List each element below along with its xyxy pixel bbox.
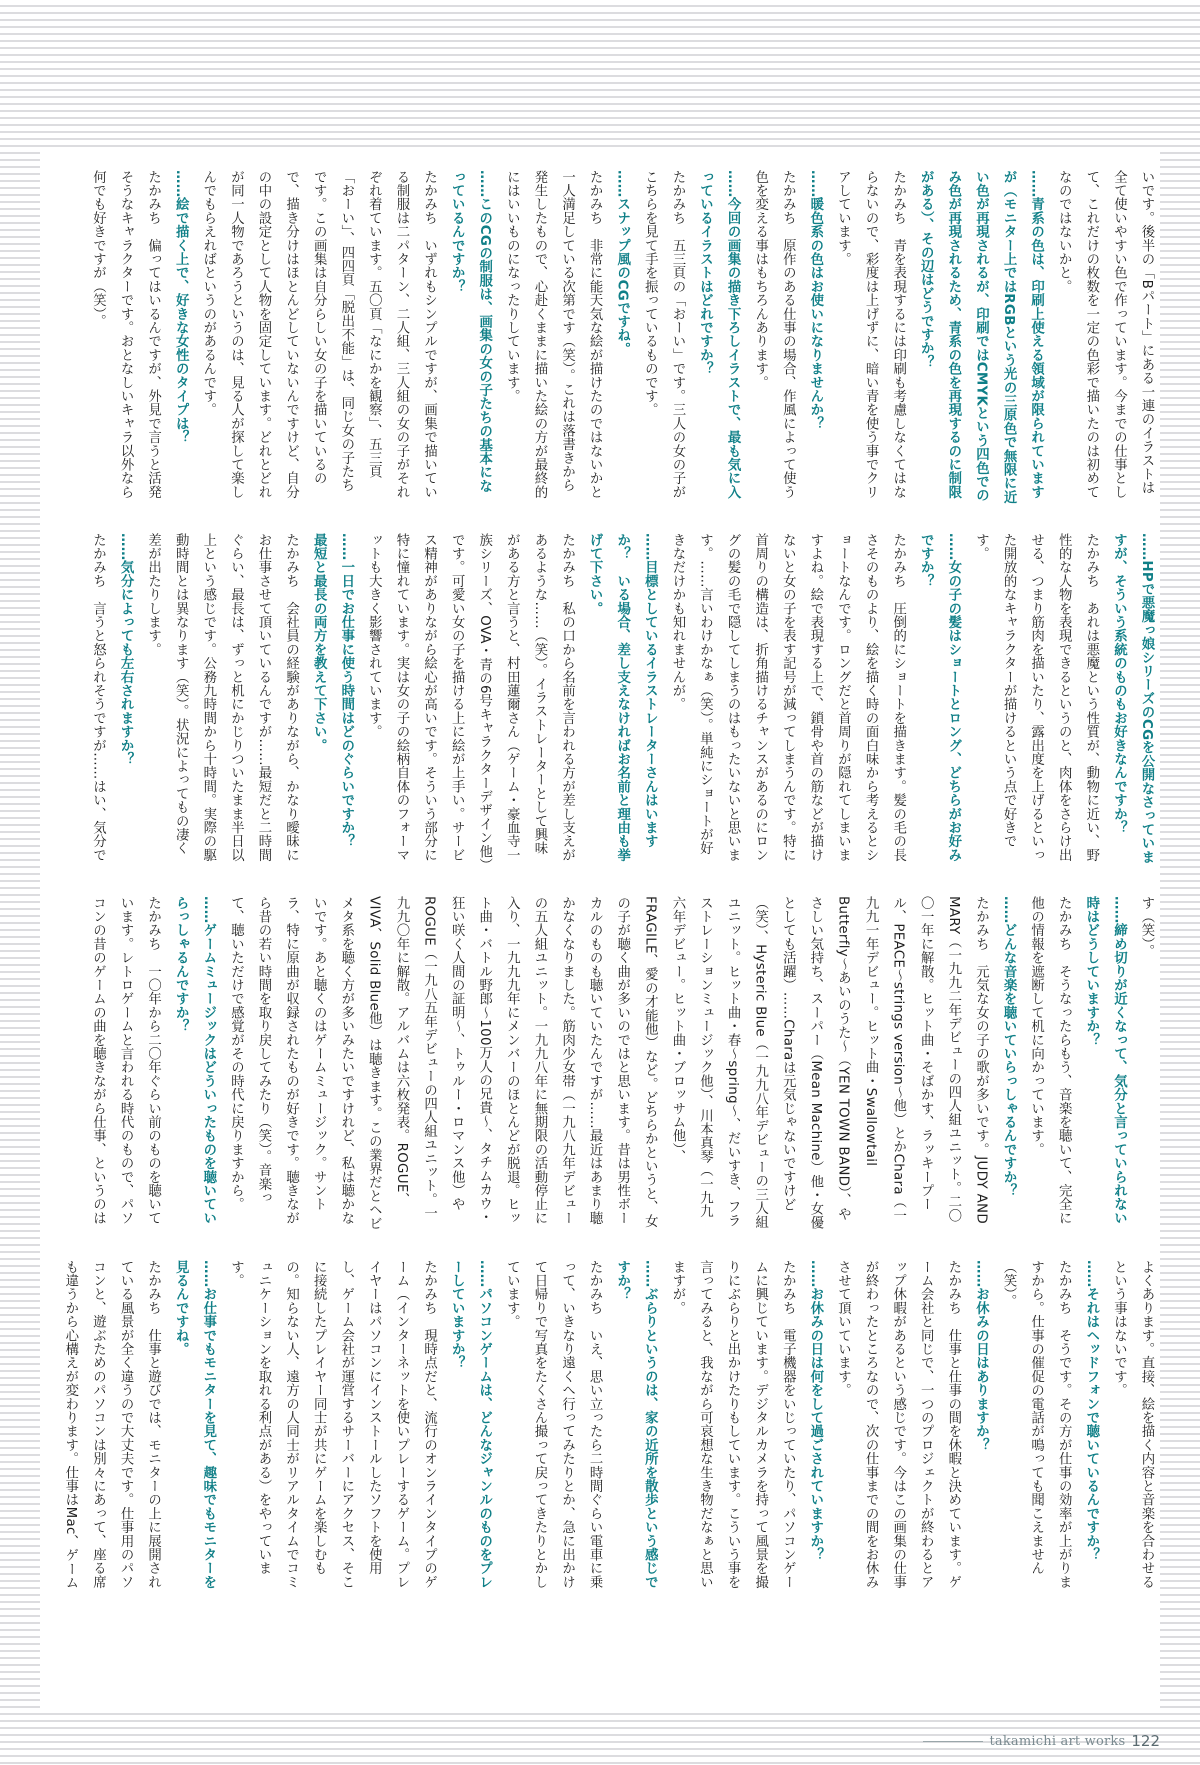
- footer-brand: takamichi art works: [989, 1733, 1126, 1749]
- interview-answer: たかみち 会社員の経験がありながら、かなり曖昧にお仕事させて頂いているんですが……最短だと二時間ぐらい、最長は、ずっと机にかじりついたまま半日以上という感じです。公務九時間から十時間。実際の駆動時間とは異なります（笑）。状況によってもの凄く差が出たりします。: [145, 533, 299, 862]
- magazine-page: [40, 150, 1160, 1708]
- interview-answer: いです。後半の「Bパート」にある一連のイラストは全て使いやすい色で作っています。今までの仕事として、これだけの枚数を一定の色彩で描いたのは初めてなのではないかと。: [1056, 170, 1154, 499]
- interview-answer: よくあります。直接、絵を描く内容と音楽を合わせるという事はないです。: [1111, 1260, 1154, 1589]
- interview-answer: たかみち あれは悪魔という性質が、動物に近い、野性的な人物を表現できるというのと、肉体をさらけ出せる、つまり筋肉を描いたり、露出度を上げるといった開放的なキャラクターが描けるという点で好きです。: [973, 533, 1099, 862]
- interview-question: ……ゲームミュージックはどういったものを聴いていらっしゃるんですか？: [173, 896, 216, 1225]
- interview-question: ……暖色系の色はお使いになりませんか？: [807, 170, 823, 431]
- interview-answer: たかみち 青を表現するには印刷も考慮しなくてはならないので、彩度は上げずに、暗い青を使う事でクリアしています。: [835, 170, 906, 499]
- interview-question: ……絵で描く上で、好きな女性のタイプは？: [173, 170, 189, 444]
- interview-answer: たかみち 五三頁の「おーい」です。三人の女の子がこちらを見て手を振っているものです。: [642, 170, 685, 499]
- interview-question: ……ぶらりというのは、家の近所を散歩という感じですか？: [614, 1260, 658, 1589]
- interview-question: ……このCGの制服は、画集の女の子たちの基本になっているんですか？: [449, 170, 492, 493]
- interview-answer: たかみち 偏ってはいるんですが、外見で言うと活発そうなキャラクターです。おとなしいキャラ以外なら何でも好きですが（笑）。: [90, 170, 161, 499]
- interview-question: ……一日でお仕事に使う時間はどのぐらいですか？ 最短と最長の両方を教えて下さい。: [311, 533, 354, 862]
- interview-question: ……お休みの日は何をして過ごされていますか？: [807, 1260, 823, 1562]
- interview-question: ……目標としているイラストレーターさんはいますか？ いる場合、差し支えなければお名前と理由も挙げて下さい。: [587, 533, 658, 862]
- interview-question: ……女の子の髪はショートとロング、どちらがお好みですか？: [918, 533, 961, 862]
- interview-answer: たかみち 圧倒的にショートを描きます。髪の毛の長さそのものより、絵を描く時の面白味から考えるとショートなんです。ロングだと首周りが隠れてしまいますよね。絵で表現する上で、鎖骨や首の筋などが描けないと女の子を表す記号が減ってしまうんです。特に首周りの構造は、折角描けるチャンスがあるのにロングの髪の毛で隠してしまうのはもったいないと思います。……言いわけかなぁ（笑）。単純にショートが好きなだけかも知れませんが。: [669, 533, 906, 862]
- interview-question: ……お仕事でもモニターを見て、趣味でもモニターを見るんですね。: [173, 1260, 216, 1589]
- interview-answer: たかみち 私の口から名前を言われる方が差し支えがあるような……（笑）。イラストレーターとして興味がある方と言うと、村田蓮爾さん（ゲーム・豪血寺一族シリーズ、OVA・青の6号キャラクターデザイン他）です。可愛い女の子を描ける上に絵が上手い。サービス精神がありながら絵心が高いです。そういう部分に特に憧れています。実は女の子の絵柄自体のフォーマットも大きく影響されています。: [366, 533, 575, 866]
- text-tier-3: [40, 896, 1160, 1231]
- page-footer: [923, 1732, 1160, 1750]
- interview-answer: たかみち 一〇年から二〇年ぐらい前のものを聴いています。レトロゲームと言われる時代のもので、パソコンの昔のゲームの曲を聴きながら仕事、というのは: [90, 896, 161, 1225]
- text-tier-2: [40, 533, 1160, 868]
- interview-question: ……HPで悪魔っ娘シリーズのCGを公開なさっていますが、そういう系統のものもお好きなんですか？: [1111, 533, 1154, 864]
- interview-answer: たかみち 現時点だと、流行のオンラインタイプのゲーム（インターネットを使いプレーするゲーム。プレイヤーはパソコンにインストールしたソフトを使用し、ゲーム会社が運営するサーバーにアクセス、そこに接続したプレイヤー同士が共にゲームを楽しむもの。知らない人、遠方の人同士がリアルタイムでコミュニケーションを取れる利点がある）をやっています。: [228, 1260, 437, 1589]
- text-tier-1: [40, 170, 1160, 505]
- interview-question: ……パソコンゲームは、どんなジャンルのものをプレーしていますか？: [449, 1260, 492, 1589]
- interview-answer: たかみち 原作のある仕事の場合、作風によって使う色を変える事はもちろんあります。: [752, 170, 796, 499]
- interview-answer: たかみち 非常に能天気な絵が描けたのではないかと一人満足している次第です（笑）。これは落書きから発生したもので、心赴くままに描いた絵の方が最終的にはいいものになったりしています。: [504, 170, 603, 499]
- interview-answer: たかみち 仕事と遊びでは、モニターの上に展開されている風景が全く違うので大丈夫です。仕事用のパソコンと、遊ぶためのパソコンは別々にあって、座る席も違うから心構えが変わります。仕事はMac、ゲーム: [62, 1260, 161, 1590]
- footer-rule: [923, 1741, 983, 1742]
- interview-answer: たかみち そうなったらもう、音楽を聴いて、完全に他の情報を遮断して机に向かっています。: [1028, 896, 1072, 1225]
- interview-question: ……それはヘッドフォンで聴いているんですか？: [1083, 1260, 1099, 1562]
- interview-question: ……締め切りが近くなって、気分と言っていられない時はどうしていますか？: [1083, 896, 1127, 1225]
- interview-question: ……お休みの日はありますか？: [973, 1260, 989, 1452]
- interview-question: ……今回の画集の描き下ろしイラストで、最も気に入っているイラストはどれですか？: [697, 170, 741, 499]
- interview-answer: たかみち いえ、思い立ったら二時間ぐらい電車に乗って、いきなり遠くへ行ってみたりとか、急に出かけて日帰りで写真をたくさん撮って戻ってきたりとかしています。: [504, 1260, 603, 1589]
- interview-question: ……気分によっても左右されますか？: [118, 533, 134, 766]
- interview-answer: たかみち 言うと怒られそうですが……はい、気分で: [90, 533, 106, 862]
- interview-answer: たかみち いずれもシンプルですが、画集で描いている制服は二パターン、二人組、三人組の女の子がそれぞれ着ています。五〇頁「なにかを観察」、五三頁「おーい」、四四頁「脱出不能」は、同じ女の子たちです。この画集は自分らしい女の子を描いているので、描き分けはほとんどしていないんですけど、自分の中の設定として人物を固定しています。どれとどれが同一人物であろうというのは、見る人が探して楽しんでもらえればというのがあるんです。: [200, 170, 437, 499]
- interview-question: ……どんな音楽を聴いていらっしゃるんですか？: [1001, 896, 1017, 1198]
- interview-answer: たかみち そうです。その方が仕事の効率が上がりますから。仕事の催促の電話が鳴っても聞こえません（笑）。: [1001, 1260, 1072, 1589]
- interview-answer: す（笑）。: [1139, 896, 1154, 958]
- interview-answer: たかみち 電子機器をいじっていたり、パソコンゲームに興じています。デジタルカメラを持って風景を撮りにぶらりと出かけたりもしています。こういう事を言ってみると、我ながら可哀想な生き物だなぁと思いますが。: [669, 1260, 796, 1589]
- interview-question: ……スナップ風のCGですね。: [614, 170, 630, 356]
- interview-question: ……青系の色は、印刷上使える領域が限られていますが（モニター上ではRGBという光の三原色で無限に近い色が再現されるが、印刷ではCMYKという四色でのみ色が再現されるため、青系の色を再現するのに制限がある）、その辺はどうですか？: [918, 170, 1044, 504]
- interview-answer: たかみち 元気な女の子の歌が多いです。JUDY AND MARY（一九九二年デビューの四人組ユニット。二〇〇一年に解散。ヒット曲・そばかす、ラッキープール、PEACE〜strings version〜他）とかChara（一九九一年デビュー。ヒット曲・Swallowtail Butterfly〜あいのうた〜（YEN TOWN BAND）、やさしい気持ち、スーパー（Mean Machine）他・女優としても活躍）……Charaは元気じゃないですけど（笑）、Hysteric Blue（一九九八年デビューの三人組ユニット。ヒット曲・春〜spring〜、だいすき、フラストレーションミュージック他）、川本真琴（一九九六年デビュー。ヒット曲・ブロッサム他）、FRAGILE、愛の才能他）など。どちらかというと、女の子が聴く曲が多いのではと思います。昔は男性ボーカルのものも聴いていたんですが……最近はあまり聴かなくなりました。筋肉少女帯（一九八九年デビューの五人組ユニット。一九九八年に無期限の活動停止に入り、一九九九年にメンバーのほとんどが脱退。ヒット曲・バトル野郎〜100万人の兄貴〜、タチムカウ・狂い咲く人間の証明〜、トゥルー・ロマンス他）やROGUE（一九八五年デビューの四人組ユニット。一九九〇年に解散。アルバムは六枚発表。ROGUE、VIVA、Solid Blue他）は聴きます。この業界だとヘビメタ系を聴く方が多いみたいですけれど、私は聴かないです。あと聴くのはゲームミュージック。サントラ、特に原曲が収録されたものが好きです。聴きながら昔の若い時間を取り戻してみたり（笑）。音楽って、聴いただけで感覚がその時代に戻りますから。: [228, 896, 989, 1231]
- text-tier-4: [40, 1260, 1160, 1595]
- page-number: 122: [1131, 1732, 1160, 1750]
- interview-answer: たかみち 仕事と仕事の間を休暇と決めています。ゲーム会社と同じで、一つのプロジェクトが終わるとアップ休暇があるという感じです。今はこの画集の仕事が終わったところなので、次の仕事までの間をお休みさせて頂いています。: [835, 1260, 961, 1589]
